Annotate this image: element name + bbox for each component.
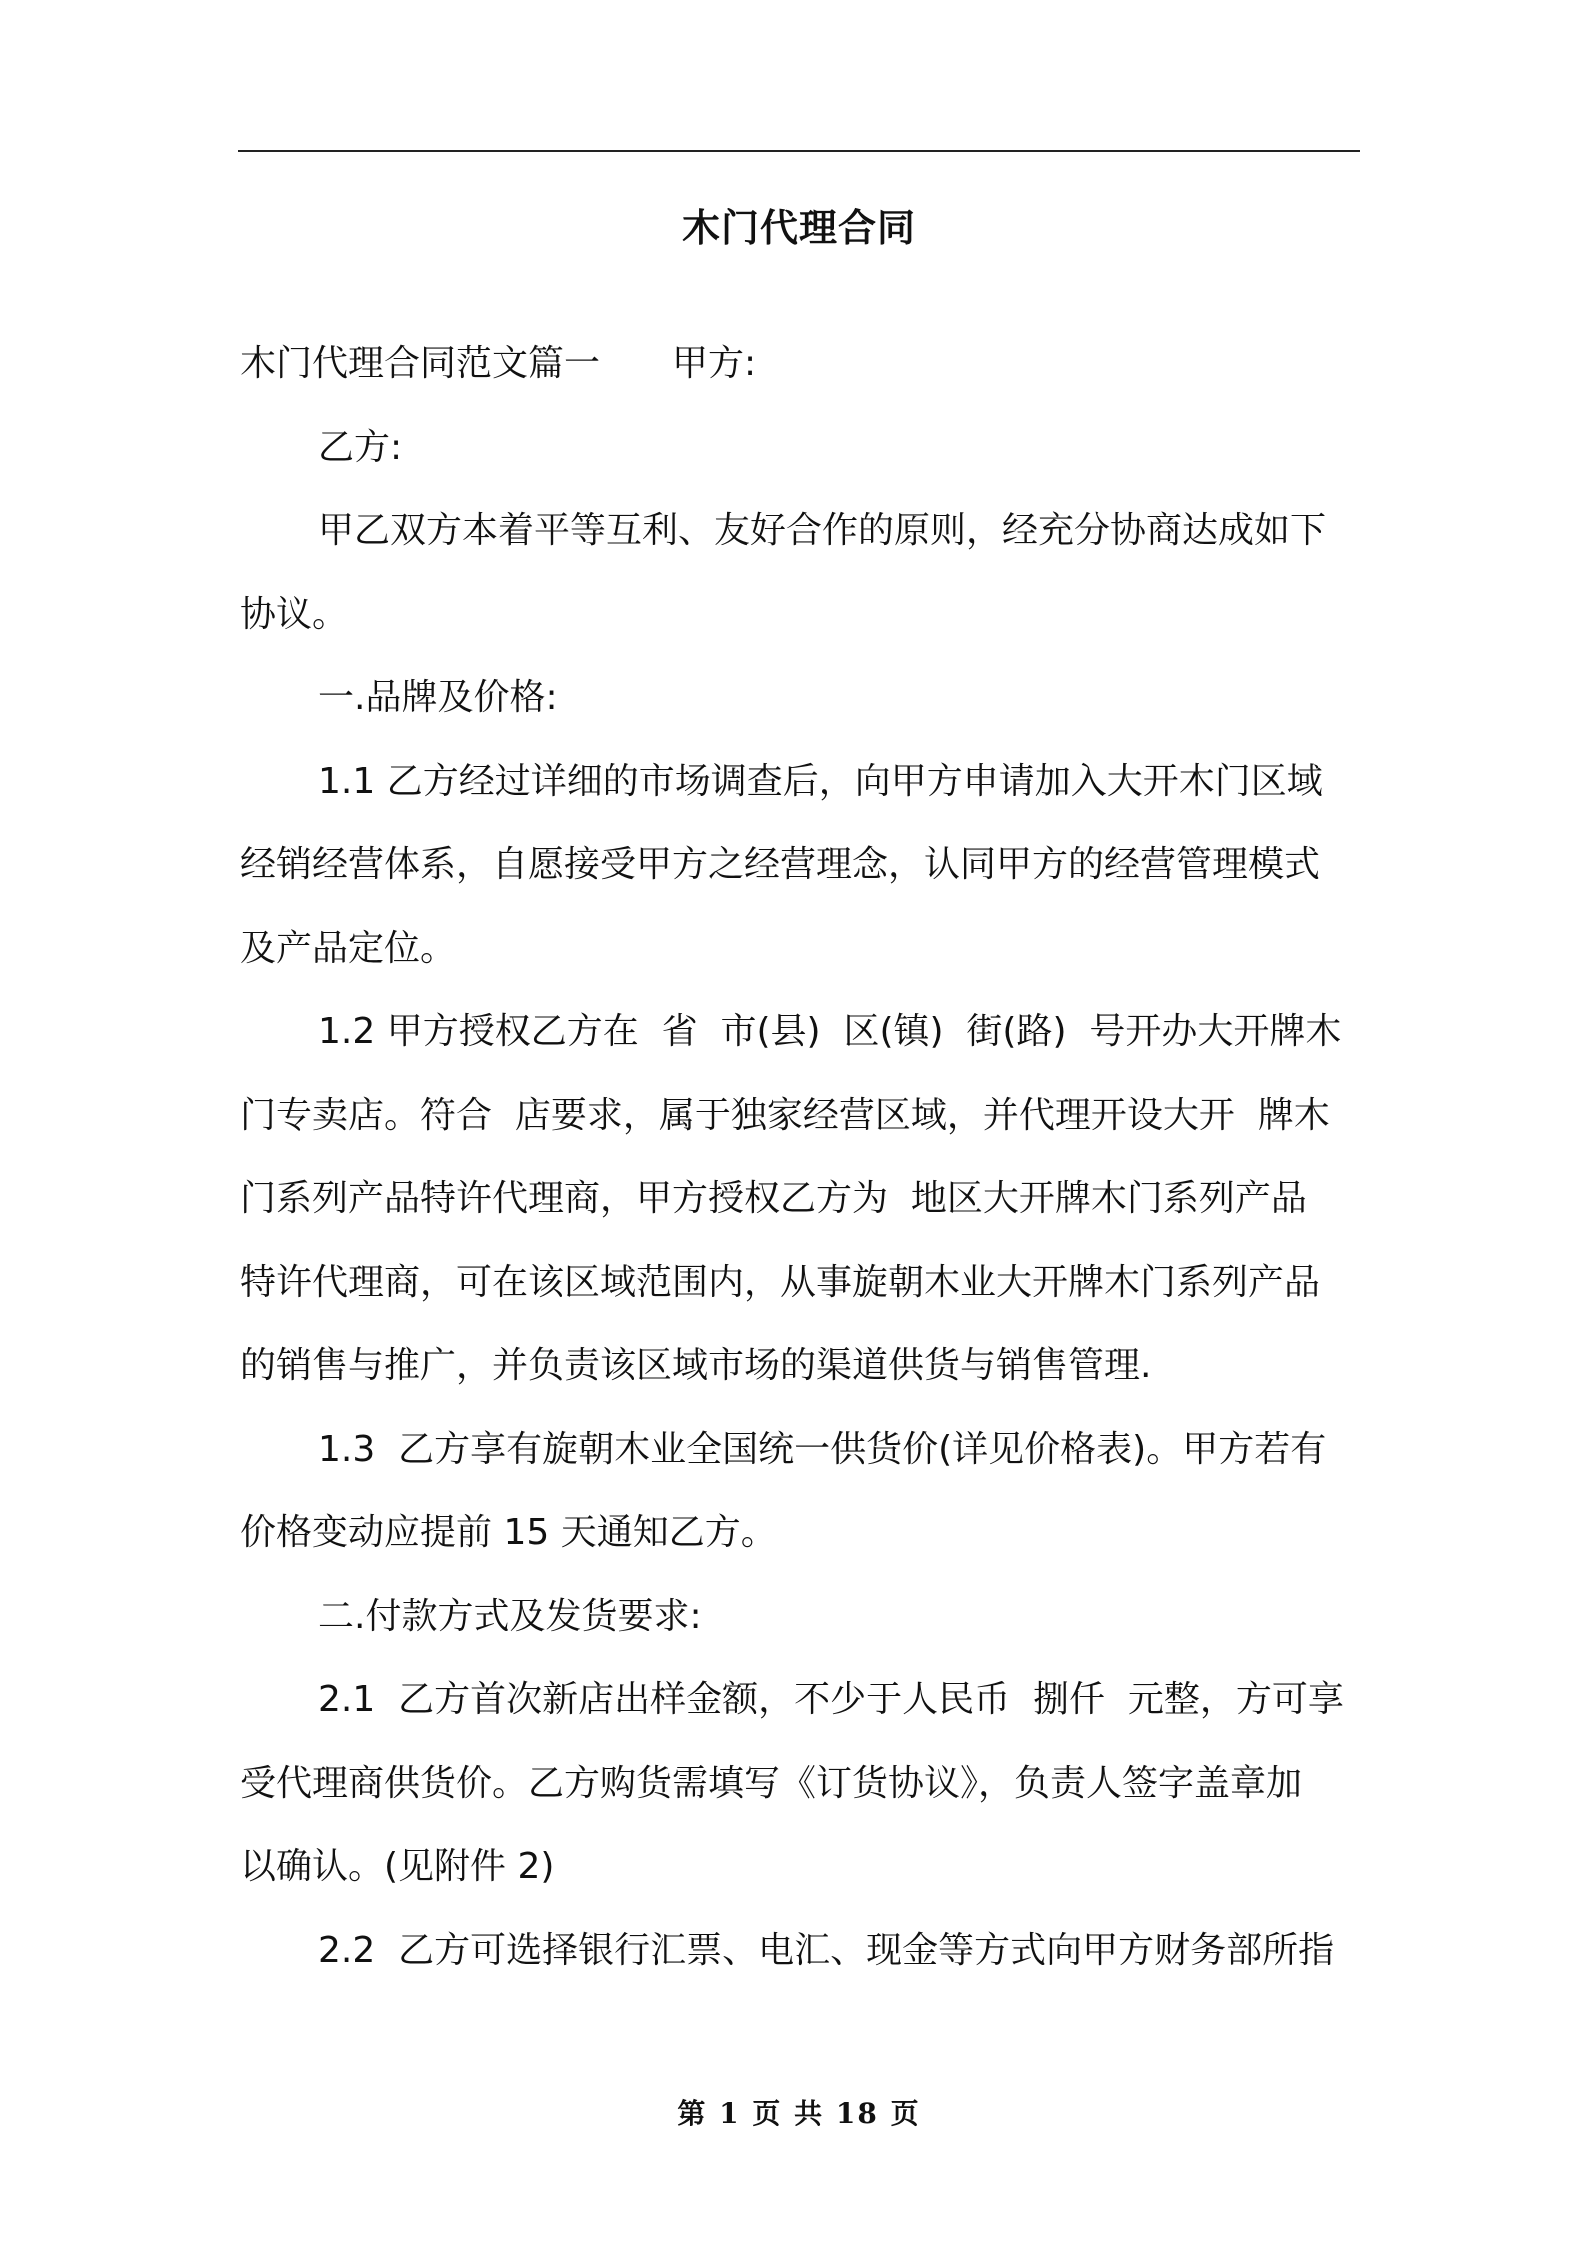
section-heading-line [240, 322, 1360, 406]
paragraph-line: 价格变动应提前 15 天通知乙方。 [240, 1512, 777, 1553]
header-rule [238, 150, 1360, 152]
paragraph-line: 以确认。(见附件 2) [240, 1846, 555, 1887]
paragraph-line: 1.1 乙方经过详细的市场调查后，向甲方申请加入大开木门区域 [318, 760, 1323, 802]
paragraph-line: 1.3 乙方享有旋朝木业全国统一供货价(详见价格表)。甲方若有 [318, 1428, 1327, 1470]
paragraph-line: 甲乙双方本着平等互利、友好合作的原则，经充分协商达成如下 [318, 510, 1327, 551]
clause-heading: 二.付款方式及发货要求: [318, 1595, 702, 1637]
party-a-label: 甲方: [672, 343, 757, 384]
paragraph-line: 门系列产品特许代理商，甲方授权乙方为 地区大开牌木门系列产品 [240, 1178, 1307, 1219]
document-title: 木门代理合同 [681, 206, 916, 250]
paragraph-line: 特许代理商，可在该区域范围内，从事旋朝木业大开牌木门系列产品 [240, 1261, 1321, 1303]
paragraph-line: 的销售与推广，并负责该区域市场的渠道供货与销售管理. [240, 1345, 1152, 1386]
paragraph-line: 受代理商供货价。乙方购货需填写《订货协议》，负责人签字盖章加 [240, 1762, 1303, 1804]
paragraph-line: 门专卖店。符合 店要求，属于独家经营区域，并代理开设大开 牌木 [240, 1094, 1330, 1136]
paragraph-line: 及产品定位。 [240, 927, 457, 969]
page-number: 第 1 页 共 18 页 [677, 2097, 921, 2130]
section-heading: 木门代理合同范文篇一 [240, 343, 601, 384]
paragraph-line: 经销经营体系，自愿接受甲方之经营理念，认同甲方的经营管理模式 [240, 844, 1321, 885]
document-body [240, 322, 1360, 1992]
clause-heading: 一.品牌及价格: [318, 677, 558, 718]
paragraph-line: 协议。 [240, 593, 349, 635]
paragraph-line: 1.2 甲方授权乙方在 省 市(县) 区(镇) 街(路) 号开办大开牌木 [318, 1011, 1342, 1052]
party-b-label: 乙方: [318, 426, 403, 468]
paragraph-line: 2.2 乙方可选择银行汇票、电汇、现金等方式向甲方财务部所指 [318, 1929, 1335, 1971]
paragraph-line: 2.1 乙方首次新店出样金额，不少于人民币 捌仟 元整，方可享 [318, 1679, 1344, 1720]
